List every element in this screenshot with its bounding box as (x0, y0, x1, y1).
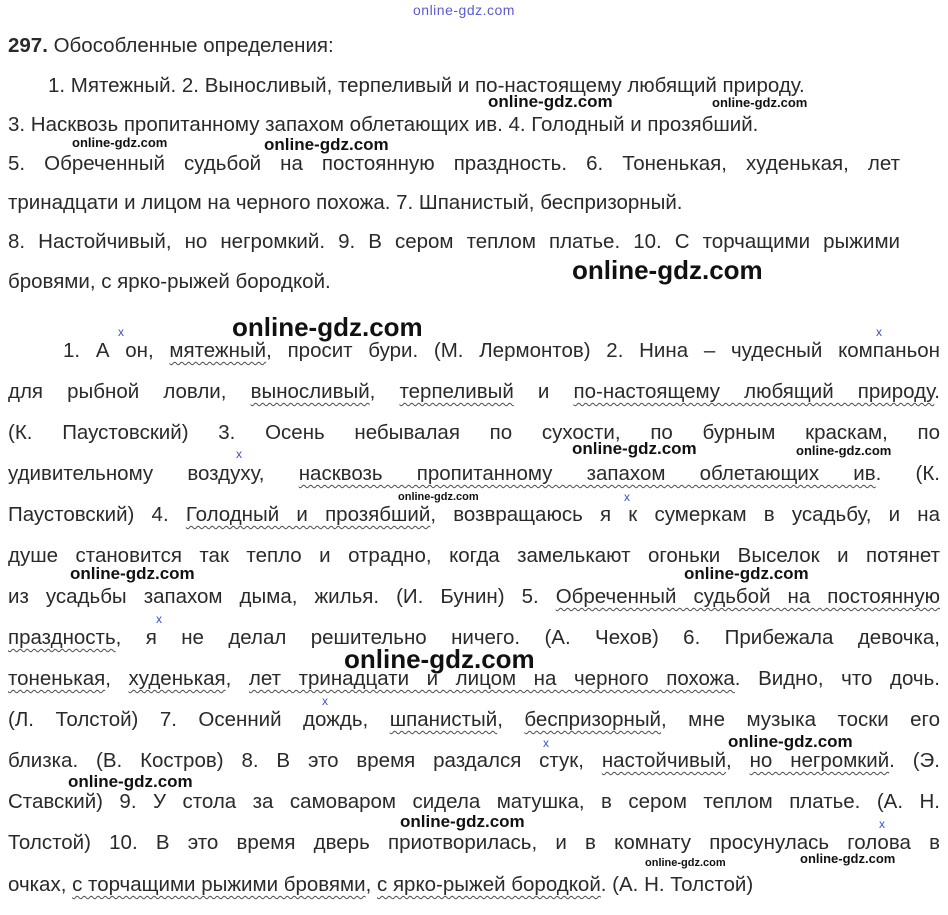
watermark: online-gdz.com (488, 92, 613, 111)
text-line-10 (8, 708, 940, 732)
watermark: online-gdz.com (800, 851, 896, 866)
answer-line-1: 1. Мятежный. 2. Выносливый, терпеливый и по-настоящему любящий природу. (48, 74, 805, 97)
x-mark: x (879, 817, 885, 831)
text-seg: , возвращаюсь я к сумеркам в усадьбу, и на (430, 503, 940, 526)
text-line-2: для рыбной ловли, выносливый, терпеливый и по-настоящему любящий природу. (8, 380, 940, 403)
watermark: online-gdz.com (400, 812, 525, 831)
definition: настойчивый (601, 749, 727, 772)
answer-line-5 (8, 230, 900, 254)
text-seg: , просит бури. (М. Лермонтов) 2. Нина – чудесный компаньон (266, 339, 940, 362)
text-seg: . (Э. (889, 749, 940, 772)
x-mark: x (322, 694, 328, 708)
watermark: online-gdz.com (728, 732, 853, 751)
x-mark: x (624, 490, 630, 504)
watermark: online-gdz.com (684, 564, 809, 583)
text-seg: близка. (В. Костров) 8. В это время раздался стук, (8, 749, 602, 772)
text-line-1 (63, 339, 940, 363)
answer-line-6: бровями, с ярко-рыжей бородкой. (8, 270, 331, 293)
x-mark: x (543, 736, 549, 750)
text-line-3: (К. Паустовский) 3. Осень небывалая по сухости, по бурным краскам, по (8, 421, 940, 444)
text-seg: . Видно, что дочь. (734, 667, 940, 690)
text-seg: , я не делал решительно ничего. (А. Чехов) 6. Прибежала девочка, (115, 626, 940, 649)
top-watermark: online-gdz.com (413, 2, 515, 18)
text-seg: Паустовский) 4. (8, 503, 186, 526)
watermark: online-gdz.com (72, 135, 168, 150)
text-seg: и (513, 380, 574, 403)
definition: терпеливый (399, 380, 514, 403)
answer-line-3-text: 5. Обреченный судьбой на постоянную праздность. 6. Тоненькая, худенькая, лет (8, 152, 900, 175)
exercise-number: 297. (8, 34, 48, 57)
text-line-7 (8, 585, 940, 609)
text-seg: 1. А он, (63, 339, 170, 362)
x-mark: x (156, 612, 162, 626)
definition: Голодный и прозябший (185, 503, 431, 526)
text-seg: очках, (8, 873, 73, 896)
definition: по-настоящему любящий природу (573, 380, 935, 403)
definition: тоненькая (8, 667, 106, 690)
watermark: online-gdz.com (572, 439, 697, 458)
text-line-6: душе становится так тепло и отрадно, когда замелькают огоньки Выселок и потянет (8, 544, 940, 567)
text-seg: , (105, 667, 129, 690)
text-seg: удивительному воздуху, (8, 462, 299, 485)
watermark: online-gdz.com (344, 644, 535, 674)
text-line-5 (8, 503, 940, 527)
text-line-13: Толстой) 10. В это время дверь приотворилась, и в комнату просунулась голова в (8, 831, 940, 854)
definition: праздность (8, 626, 116, 649)
definition: лет тринадцати и лицом на черного похожа (248, 667, 735, 690)
watermark: online-gdz.com (645, 857, 726, 869)
watermark: online-gdz.com (264, 135, 389, 154)
text-seg: , (726, 749, 750, 772)
watermark: online-gdz.com (712, 95, 808, 110)
definition: худенькая (128, 667, 226, 690)
x-mark: x (118, 325, 124, 339)
text-seg: для рыбной ловли, (8, 380, 251, 403)
definition: беспризорный (524, 708, 661, 731)
definition: но негромкий (749, 749, 890, 772)
x-mark: x (236, 447, 242, 461)
exercise-title (8, 34, 940, 58)
definition: Обреченный судьбой на постоянную (555, 585, 940, 608)
definition: с торчащими рыжими бровями (72, 873, 366, 896)
watermark: online-gdz.com (232, 312, 423, 342)
watermark: online-gdz.com (796, 443, 892, 458)
text-seg: , мне музыка тоски его (661, 708, 940, 731)
text-seg: , (497, 708, 525, 731)
answer-line-2: 3. Насквозь пропитанному запахом облетающих ив. 4. Голодный и прозябший. (8, 113, 759, 136)
text-seg: . (А. Н. Толстой) (600, 873, 754, 896)
definition: шпанистый (389, 708, 498, 731)
text-seg: , (365, 873, 377, 896)
x-mark: x (876, 325, 882, 339)
watermark: online-gdz.com (70, 564, 195, 583)
watermark: online-gdz.com (572, 255, 763, 285)
text-seg: . (К. (875, 462, 940, 485)
text-seg: (Л. Толстой) 7. Осенний дождь, (8, 708, 390, 731)
exercise-heading: Обособленные определения: (53, 34, 334, 57)
definition: выносливый (250, 380, 370, 403)
text-line-14 (8, 873, 940, 897)
text-line-12: Ставский) 9. У стола за самоваром сидела матушка, в сером теплом платье. (А. Н. (8, 790, 940, 813)
answer-line-3 (8, 152, 900, 176)
text-seg: из усадьбы запахом дыма, жилья. (И. Бунин) 5. (8, 585, 556, 608)
definition: мятежный (169, 339, 267, 362)
answer-line-4: тринадцати и лицом на черного похожа. 7. Шпанистый, беспризорный. (8, 191, 683, 214)
text-seg: , (225, 667, 249, 690)
watermark: online-gdz.com (398, 491, 479, 503)
text-line-11 (8, 749, 940, 773)
text-seg: , (369, 380, 400, 403)
answer-line-5-text: 8. Настойчивый, но негромкий. 9. В сером теплом платье. 10. С торчащими рыжими (8, 230, 900, 253)
watermark: online-gdz.com (68, 772, 193, 791)
text-line-4 (8, 462, 940, 486)
definition: насквозь пропитанному запахом облетающих ив (298, 462, 876, 485)
definition: с ярко-рыжей бородкой (377, 873, 601, 896)
